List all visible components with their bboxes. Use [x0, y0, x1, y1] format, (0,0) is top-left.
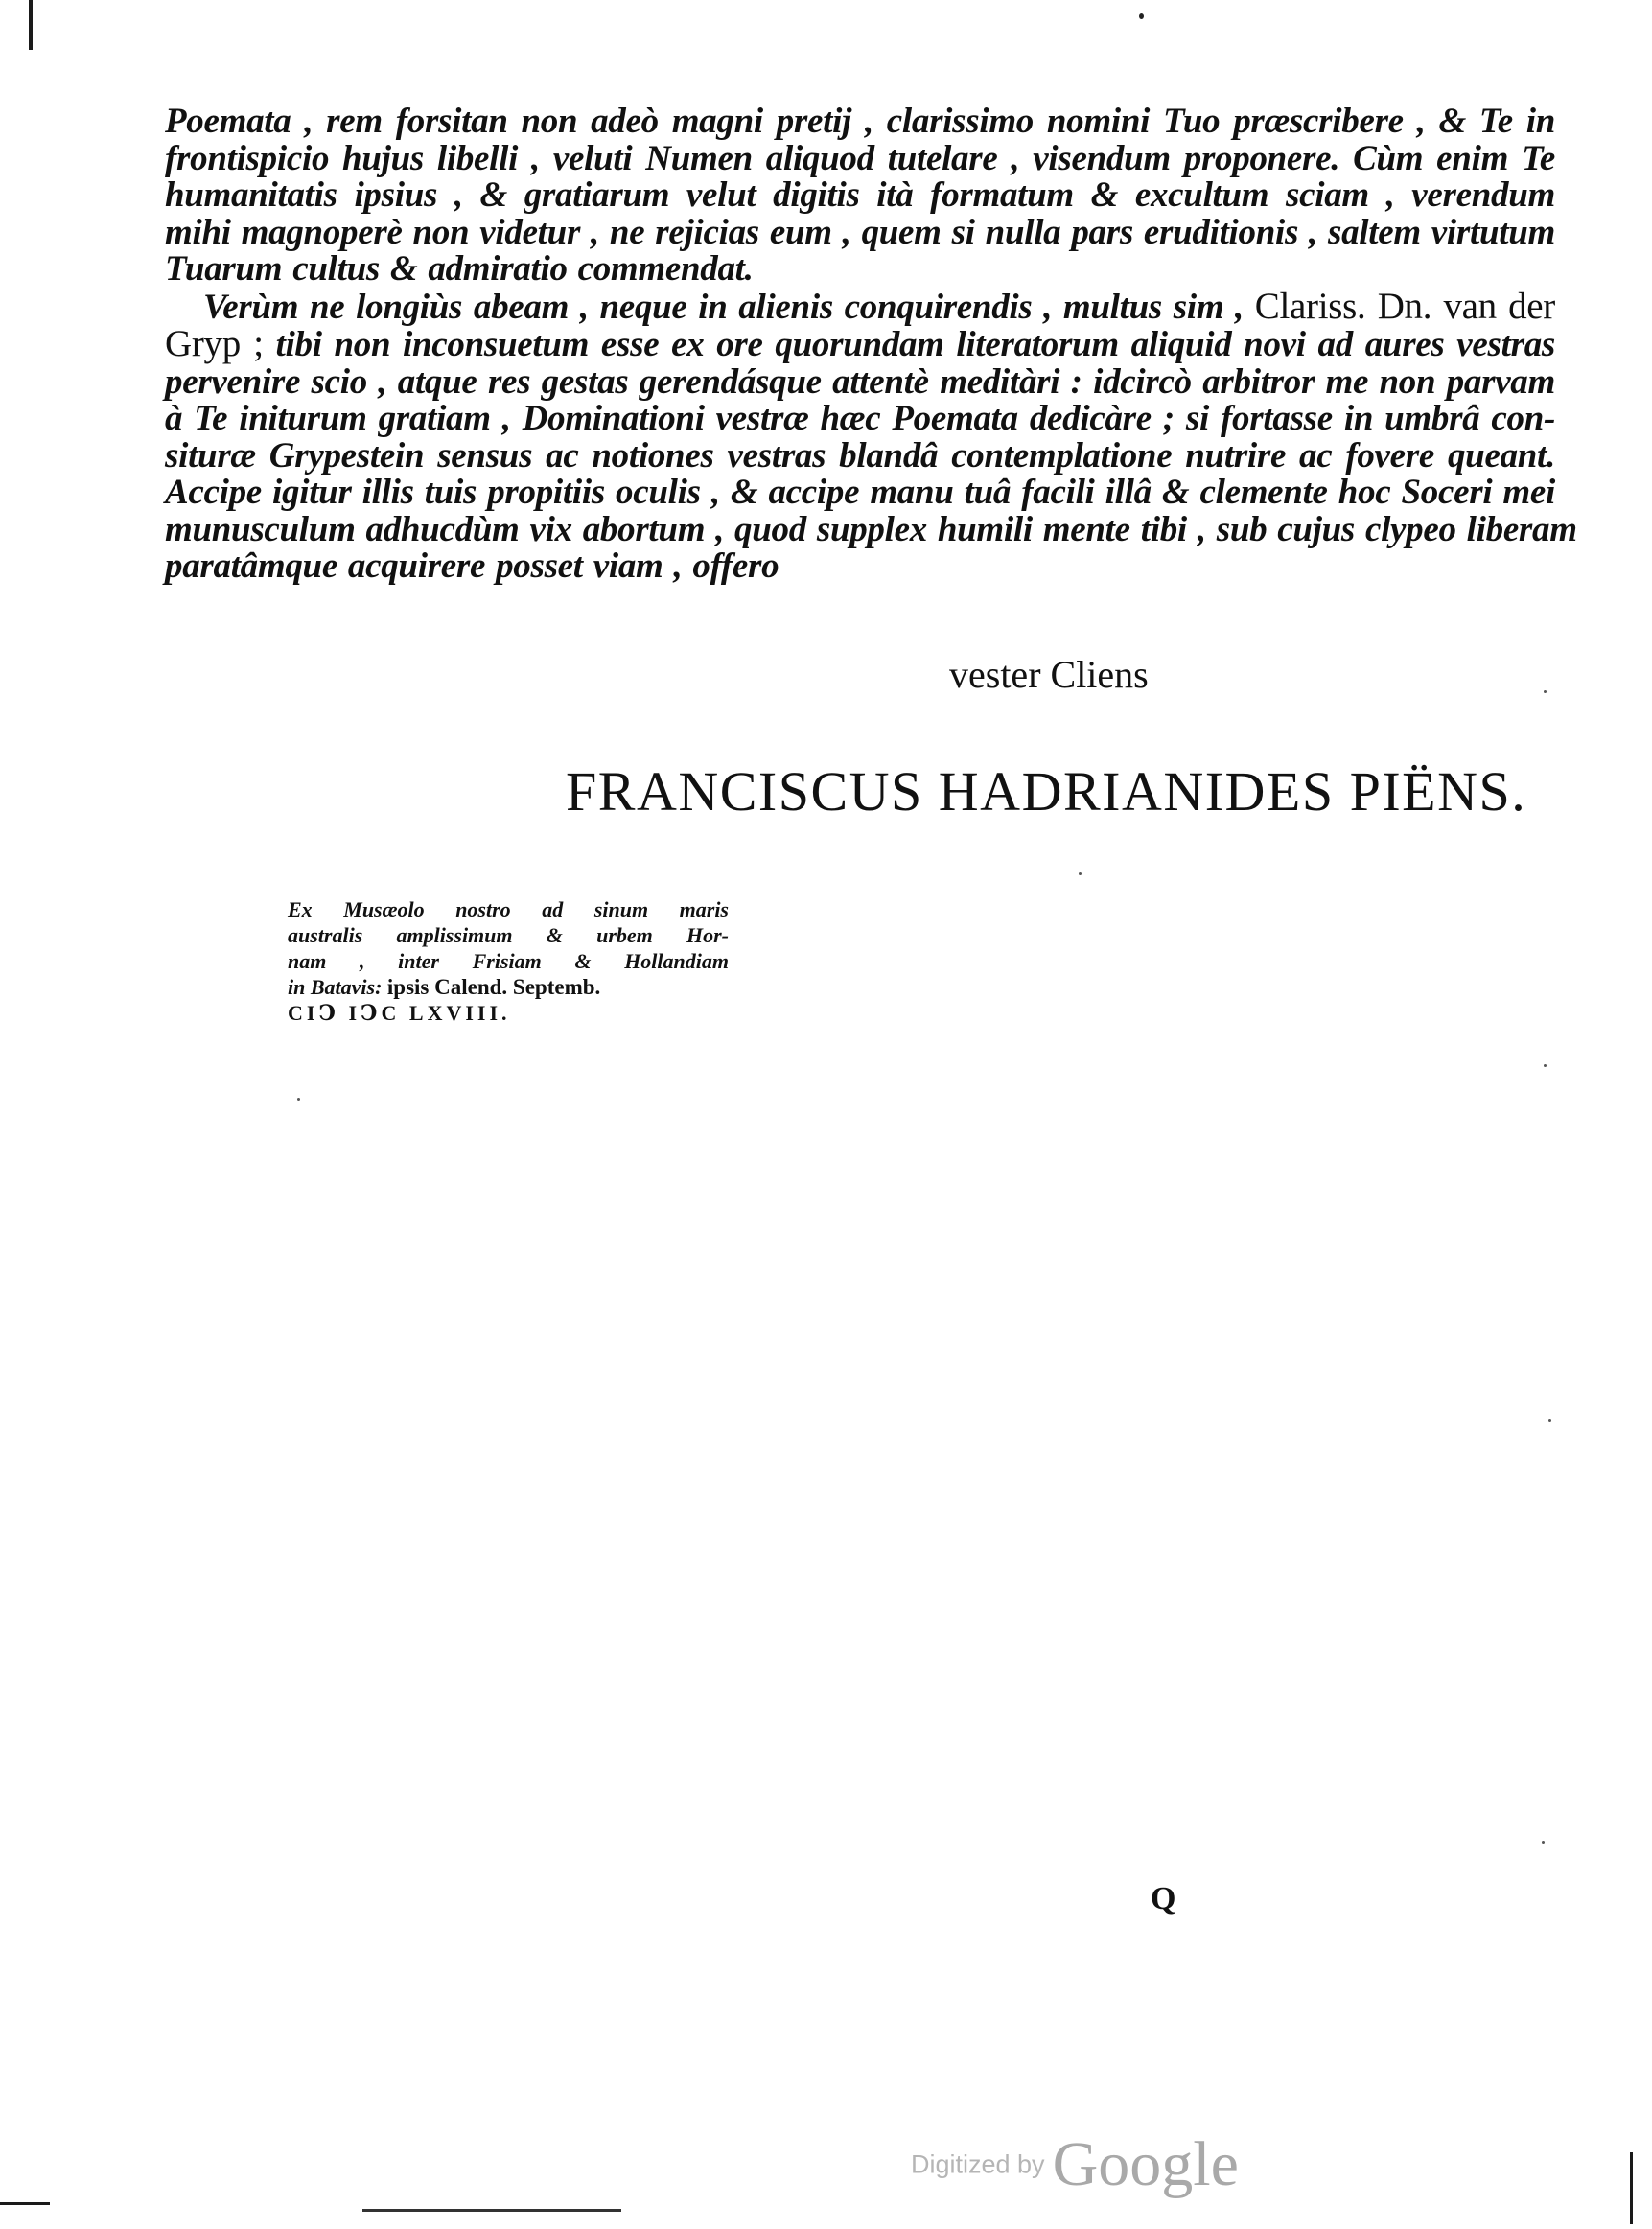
text-line: humanitatis ipsius , & gratiarum velut digitis ità formatum & excultum sciam , verendum: [165, 175, 1555, 215]
google-watermark: [911, 2128, 1239, 2201]
valediction: vester Cliens: [949, 653, 1149, 696]
scan-dot: [1548, 1419, 1551, 1422]
scan-mark-bottom-right: [1630, 2152, 1633, 2224]
signature: FRANCISCUS HADRIANIDES PIËNS.: [566, 760, 1527, 823]
text-line-mixed: [165, 323, 1556, 364]
scan-mark-bottom-left: [0, 2202, 50, 2205]
colophon-year: CIↃ IↃC LXVIII.: [288, 1001, 511, 1025]
colophon-line: nam , inter Frisiam & Hollandiam: [288, 949, 729, 973]
text-line: Tuarum cultus & admiratio commendat.: [165, 249, 754, 289]
addressee-name: Clariss. Dn. van der: [1254, 285, 1555, 327]
scan-dot: [1139, 13, 1144, 19]
text-line: munusculum adhucdùm vix abortum , quod supplex humili mente tibi , sub cujus clypeo liberam: [165, 509, 1577, 549]
catchword: Q: [1151, 1881, 1176, 1916]
scan-mark-top-left: [29, 0, 33, 50]
text-line-italic-part: Verùm ne longiùs abeam , neque in alienis conquirendis , multus sim ,: [203, 287, 1245, 327]
scan-mark-bottom-rule: [362, 2209, 621, 2212]
scan-dot: [1544, 690, 1547, 693]
text-line: pervenire scio , atque res gestas gerendásque attentè meditàri : idcircò arbitror me non parvam: [165, 361, 1555, 402]
dedication-text: [165, 102, 1577, 586]
text-line: situræ Grypestein sensus ac notiones vestras blandâ contemplatione nutrire ac fovere queant.: [165, 435, 1555, 476]
text-line-mixed: [165, 285, 1555, 327]
colophon-line-mixed: [288, 974, 729, 1000]
text-line-italic-part: tibi non inconsuetum esse ex ore quorundam literatorum aliquid novi ad aures vestras: [275, 325, 1556, 364]
colophon: [288, 896, 729, 1026]
colophon-line: australis amplissimum & urbem Hor-: [288, 923, 729, 947]
text-line: paratâmque acquirere posset viam , offero: [165, 546, 779, 586]
watermark-digitized-label: Digitized by: [911, 2149, 1045, 2179]
scan-dot: [297, 1098, 300, 1101]
text-line: frontispicio hujus libelli , veluti Numen aliquod tutelare , visendum proponere. Cùm enim Te: [165, 138, 1555, 178]
scan-dot: [1542, 1841, 1545, 1844]
colophon-line: Ex Musæolo nostro ad sinum maris: [288, 897, 729, 921]
colophon-date: ipsis Calend. Septemb.: [386, 975, 601, 999]
addressee-name-continued: Gryp ;: [165, 323, 264, 364]
text-line: Poemata , rem forsitan non adeò magni pretij , clarissimo nomini Tuo præscribere , & Te in: [165, 102, 1555, 141]
scan-dot: [1544, 1064, 1547, 1067]
colophon-place: in Batavis:: [288, 975, 383, 999]
scan-dot: [1079, 872, 1082, 875]
text-line: mihi magnoperè non videtur , ne rejicias eum , quem si nulla pars eruditionis , saltem virtutum: [165, 212, 1555, 252]
text-line: à Te initurum gratiam , Dominationi vestræ hæc Poemata dedicàre ; si fortasse in umbrâ con-: [165, 399, 1555, 438]
watermark-google-logo: Google: [1052, 2129, 1239, 2199]
text-line: Accipe igitur illis tuis propitiis oculis , & accipe manu tuâ facili illâ & clemente hoc Soceri mei: [165, 473, 1555, 512]
